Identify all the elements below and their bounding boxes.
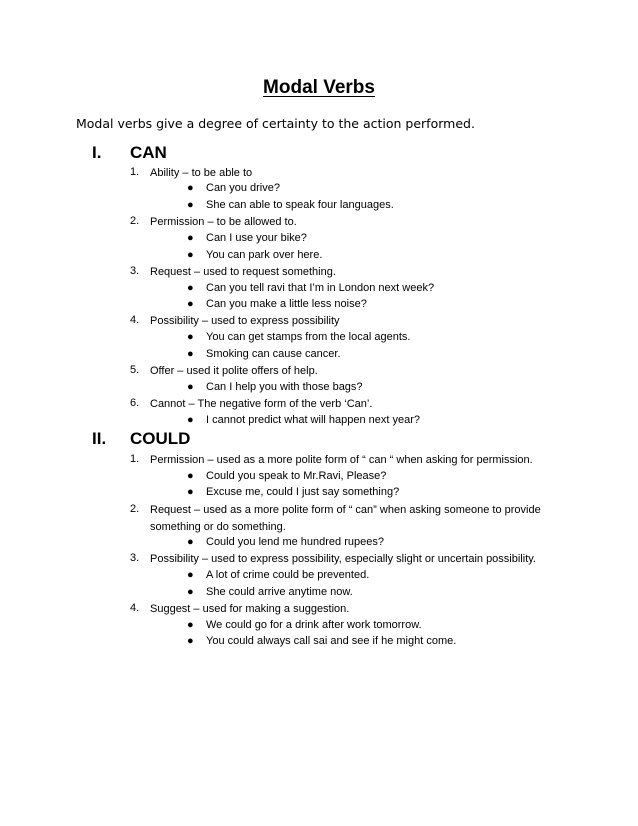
bullet-text: You could always call sai and see if he might come. [206,635,457,647]
item-number: 1. [130,166,140,178]
bullet-text: We could go for a drink after work tomorrow. [206,619,422,631]
bullet-dot: ● [187,486,194,498]
item-text: Suggest – used for making a suggestion. [150,603,350,615]
bullet-dot: ● [187,249,194,261]
bullet-text: You can park over here. [206,249,323,261]
item-number: 6. [130,397,140,409]
bullet-dot: ● [187,199,194,211]
item-number: 2. [130,503,140,515]
item-text: Possibility – used to express possibility, especially slight or uncertain possibility. [150,553,536,565]
bullet-dot: ● [187,381,194,393]
item-text: Possibility – used to express possibility [150,315,340,327]
bullet-dot: ● [187,298,194,310]
item-number: 4. [130,602,140,614]
bullet-text: Can you make a little less noise? [206,298,367,310]
item-text: Ability – to be able to [150,167,253,179]
bullet-text: Could you speak to Mr.Ravi, Please? [206,470,387,482]
bullet-dot: ● [187,232,194,244]
item-number: 4. [130,314,140,326]
bullet-dot: ● [187,414,194,426]
bullet-dot: ● [187,470,194,482]
item-text: Cannot – The negative form of the verb ‘Can’. [150,398,373,410]
item-text: Permission – used as a more polite form of “ can “ when asking for permission. [150,454,533,466]
item-text: Permission – to be allowed to. [150,216,297,228]
bullet-text: Smoking can cause cancer. [206,348,341,360]
bullet-dot: ● [187,348,194,360]
bullet-text: Can you drive? [206,182,280,194]
item-text: Request – used to request something. [150,266,336,278]
bullet-dot: ● [187,331,194,343]
bullet-text: Can I help you with those bags? [206,381,363,393]
item-number: 5. [130,364,140,376]
bullet-text: Can you tell ravi that I’m in London next week? [206,282,435,294]
bullet-text: Could you lend me hundred rupees? [206,536,384,548]
bullet-text: You can get stamps from the local agents. [206,331,411,343]
section-numeral: II. [92,429,107,448]
bullet-dot: ● [187,536,194,548]
page-title: Modal Verbs [263,77,375,98]
bullet-dot: ● [187,182,194,194]
bullet-dot: ● [187,619,194,631]
item-number: 1. [130,453,140,465]
item-text: Offer – used it polite offers of help. [150,365,318,377]
item-number: 3. [130,265,140,277]
section-numeral: I. [92,143,102,162]
section-heading: CAN [130,143,167,162]
item-text: Request – used as a more polite form of “ can” when asking someone to provide something or do something. [150,504,541,533]
bullet-text: I cannot predict what will happen next year? [206,414,421,426]
bullet-dot: ● [187,569,194,581]
bullet-text: Excuse me, could I just say something? [206,486,400,498]
item-number: 2. [130,215,140,227]
bullet-text: She can able to speak four languages. [206,199,394,211]
section-heading: COULD [130,429,191,448]
bullet-text: A lot of crime could be prevented. [206,569,370,581]
intro-text: Modal verbs give a degree of certainty to the action performed. [76,116,475,131]
bullet-dot: ● [187,586,194,598]
bullet-text: She could arrive anytime now. [206,586,353,598]
bullet-text: Can I use your bike? [206,232,307,244]
bullet-dot: ● [187,282,194,294]
bullet-dot: ● [187,635,194,647]
item-number: 3. [130,552,140,564]
